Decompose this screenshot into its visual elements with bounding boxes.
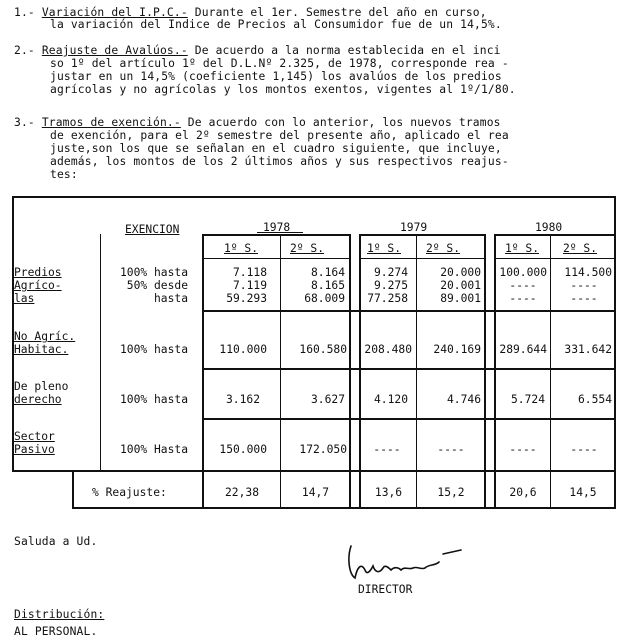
item-3-number: 3.-	[14, 116, 35, 129]
year-1980-top	[494, 234, 616, 236]
table-cell: 100.000	[499, 266, 547, 279]
table-cell: 3.162	[225, 393, 260, 406]
reajuste-value: 20,6	[509, 486, 537, 499]
row-label: Agríco-	[14, 279, 62, 292]
table-cell: 3.627	[310, 393, 345, 406]
row-label: las	[14, 292, 35, 305]
table-right-border	[614, 196, 616, 509]
table-cell: 114.500	[564, 266, 612, 279]
distribution-recipient: AL PERSONAL.	[14, 625, 98, 638]
reajuste-value: 14,7	[301, 486, 330, 499]
row-label: Habitac.	[14, 343, 69, 356]
item-2-text: De acuerdo a la norma establecida en el inci	[187, 44, 501, 57]
closing-salutation: Saluda a Ud.	[14, 535, 98, 548]
row-condition: 100% hasta	[119, 343, 188, 356]
table-cell: 89.001	[440, 292, 481, 305]
item-3-line4: además, los montos de los 2 últimos años y sus respectivos reajus-	[50, 155, 509, 168]
reajuste-value: 15,2	[437, 486, 465, 499]
row-label: Predios	[14, 266, 62, 279]
item-1-number: 1.-	[14, 6, 35, 19]
item-1-text: Durante el 1er. Semestre del año en curso,	[187, 6, 487, 19]
table-cell: 77.258	[367, 292, 408, 305]
item-3-line2: de exención, para el 2º semestre del presente año, aplicado el rea	[50, 129, 509, 142]
item-2-number: 2.-	[14, 44, 35, 57]
table-cell: 20.001	[440, 279, 481, 292]
table-top-border	[12, 196, 616, 198]
header-exencion: EXENCION	[125, 223, 180, 236]
row-condition: hasta	[153, 292, 188, 305]
item-2-line2: so 1º del artículo 1º del D.L.Nº 2.325, de 1978, corresponde rea -	[50, 57, 509, 70]
footer-left-border	[72, 470, 74, 509]
distribution-heading: Distribución:	[14, 608, 105, 621]
year-1978-right	[349, 234, 351, 509]
item-1-line2: la variación del Indice de Precios al Consumidor fue de un 14,5%.	[50, 18, 502, 31]
table-cell: 4.120	[373, 393, 408, 406]
table-cell: 59.293	[226, 292, 267, 305]
row-sep-1	[202, 310, 616, 312]
row-condition: 100% hasta	[119, 393, 188, 406]
sem-header-bottom-1979	[359, 258, 486, 259]
table-cell: 208.480	[364, 343, 412, 356]
table-cell: 110.000	[219, 343, 267, 356]
item-3-text: De acuerdo con lo anterior, los nuevos tramos	[180, 116, 501, 129]
signature-title: DIRECTOR	[358, 583, 413, 596]
item-1-title: Variación del I.P.C.-	[41, 6, 188, 19]
table-cell: 68.009	[304, 292, 345, 305]
row-condition: 100% hasta	[119, 266, 188, 279]
sem-header-bottom-1978	[202, 258, 351, 259]
table-cell: 150.000	[219, 443, 267, 456]
sem-1980-2: 2º S.	[563, 242, 598, 255]
year-1978: 1978	[263, 221, 291, 234]
table-cell: 4.746	[446, 393, 481, 406]
sem-sep-1980	[550, 234, 551, 509]
sem-1980-1: 1º S.	[505, 242, 540, 255]
row-sep-2	[202, 368, 616, 370]
table-cell: 7.118	[232, 266, 267, 279]
table-cell: ----	[570, 292, 598, 305]
row-condition: 50% desde	[126, 279, 188, 292]
table-cell: ----	[509, 279, 537, 292]
table-cell: 5.724	[510, 393, 545, 406]
table-cell: 8.165	[310, 279, 345, 292]
table-footer-bottom	[72, 507, 616, 509]
table-body-bottom	[12, 470, 616, 472]
row-label: Sector	[14, 430, 55, 443]
year-1980: 1980	[535, 221, 563, 234]
reajuste-value: 13,6	[374, 486, 403, 499]
reajuste-value: 22,38	[224, 486, 259, 499]
sem-header-bottom-1980	[494, 258, 616, 259]
table-cell: ----	[509, 292, 537, 305]
table-cell: 172.050	[299, 443, 347, 456]
year-1978-top	[202, 234, 351, 236]
table-cell: ----	[437, 443, 465, 456]
table-cell: 289.644	[499, 343, 547, 356]
row-label: derecho	[14, 393, 62, 406]
row-label: No Agríc.	[14, 330, 76, 343]
year-1979-top	[359, 234, 486, 236]
item-3-title: Tramos de exención.-	[41, 116, 181, 129]
year-1978-left	[202, 234, 204, 509]
table-cell: 9.274	[373, 266, 408, 279]
year-1979: 1979	[400, 221, 428, 234]
table-cell: ----	[570, 443, 598, 456]
table-cell: 7.119	[232, 279, 267, 292]
table-cell: ----	[373, 443, 401, 456]
year-1979-right	[484, 234, 486, 509]
item-3	[14, 116, 501, 129]
sem-1978-2: 2º S.	[290, 242, 325, 255]
table-cell: 240.169	[433, 343, 481, 356]
sem-1978-1: 1º S.	[224, 242, 259, 255]
item-3-line5: tes:	[50, 168, 78, 181]
table-cell: ----	[570, 279, 598, 292]
reajuste-label: % Reajuste:	[92, 486, 167, 499]
sem-1979-2: 2º S.	[426, 242, 461, 255]
sem-sep-1979	[416, 234, 417, 509]
item-2-line4: agrícolas y no agrícolas y los montos exentos, vigentes al 1º/1/80.	[50, 83, 516, 96]
row-condition: 100% Hasta	[119, 443, 188, 456]
table-cell: 9.275	[373, 279, 408, 292]
table-cell: 6.554	[577, 393, 612, 406]
row-label: De pleno	[14, 380, 69, 393]
table-cell: 20.000	[440, 266, 481, 279]
item-2-title: Reajuste de Avalúos.-	[41, 44, 188, 57]
item-2-line3: justar en un 14,5% (coeficiente 1,145) los avalúos de los predios	[50, 70, 502, 83]
sem-1979-1: 1º S.	[367, 242, 402, 255]
table-cell: 331.642	[564, 343, 612, 356]
item-3-line3: juste,son los que se señalan en el cuadro siguiente, que incluye,	[50, 142, 502, 155]
row-sep-3	[202, 418, 616, 420]
item-2	[14, 44, 501, 57]
row-label: Pasivo	[14, 443, 55, 456]
sem-sep-1978	[280, 234, 281, 509]
table-cell: 160.580	[299, 343, 347, 356]
table-cell: ----	[509, 443, 537, 456]
reajuste-value: 14,5	[569, 486, 597, 499]
table-cell: 8.164	[310, 266, 345, 279]
